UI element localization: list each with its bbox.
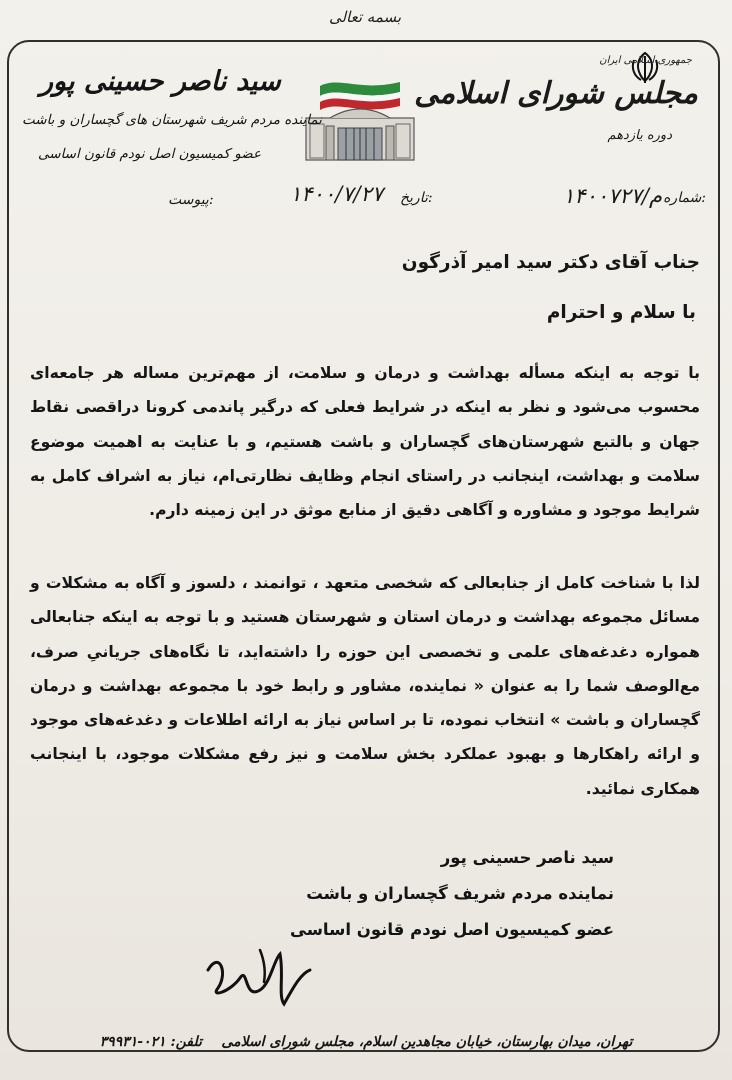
attachment-label: پیوست: (168, 192, 214, 208)
paragraph-2: لذا با شناخت کامل از جنابعالی که شخصی متعهد ، توانمند ، دلسوز و آگاه به مشکلات و مسائل مجموعه بهداشت و درمان استان و شهرستان هستید و با توجه به اینکه جنابعالی همواره دغدغه‌های علمی و تخصصی این حوزه را داشته‌اید، تا نگاه‌های جریانیِ صرف، مع‌الوصف شما را به عنوان « نماینده، مشاور و رابط خود با مجموعه بهداشت و درمان گچساران و باشت » انتخاب نموده، تا بر اساس نیاز به ارائه اطلاعات و دغدغه‌های موجود و ارائه راهکارها و بهبود عملکرد بخش سلامت و نیز رفع مشکلات موجود، با اینجانب همکاری نمائید. (30, 574, 700, 798)
date-value: ۱۴۰۰/۷/۲۷ (290, 182, 384, 206)
number-value: ۱۴۰۰۷۲۷/م (562, 184, 662, 208)
number-label: شماره: (663, 190, 706, 206)
majlis-title: مجلس شورای اسلامی (414, 76, 698, 111)
footer-address-bar (0, 1034, 732, 1064)
footer-phone: ۰۲۱-۳۹۹۳۱ (99, 1034, 166, 1050)
signatory-title: نماینده مردم شریف گچساران و باشت (306, 884, 614, 903)
signatory-committee: عضو کمیسیون اصل نودم قانون اساسی (290, 920, 614, 939)
representative-title: نماینده مردم شریف شهرستان های گچساران و باشت (22, 112, 322, 128)
salutation: جناب آقای دکتر سید امیر آذرگون (401, 252, 700, 273)
handwritten-signature (200, 930, 320, 1010)
representative-name: سید ناصر حسینی پور (40, 66, 281, 97)
bismillah-heading: بسمه تعالی (328, 8, 402, 26)
republic-label: جمهوری اسلامی ایران (599, 55, 692, 66)
footer-address: تهران، میدان بهارستان، خیابان مجاهدین اسلام، مجلس شورای اسلامی (221, 1034, 633, 1050)
signatory-name: سید ناصر حسینی پور (440, 848, 614, 867)
greeting: با سلام و احترام (546, 302, 696, 323)
paragraph-1: با توجه به اینکه مسأله بهداشت و درمان و سلامت، از مهم‌ترین مساله هر جامعه‌ای محسوب می‌شود و نظر به اینکه در شرایط فعلی که درگیر پاندمی کرونا دراقصی نقاط جهان و بالتبع شهرستان‌های گچساران و باشت هستیم، و با عنایت به اهمیت موضوع سلامت و بهداشت، اینجانب در راستای انجام وظایف نظارتی‌ام، نیاز به اشراف کامل به شرایط موجود و مشاوره و آگاهی دقیق از منابع موثق در این زمینه دارم. (30, 364, 700, 520)
representative-committee: عضو کمیسیون اصل نودم قانون اساسی (38, 146, 261, 162)
footer-phone-label: تلفن: (170, 1034, 202, 1050)
term-label: دوره یازدهم (607, 128, 672, 143)
date-label: تاریخ: (400, 190, 433, 206)
reference-line (0, 178, 732, 218)
